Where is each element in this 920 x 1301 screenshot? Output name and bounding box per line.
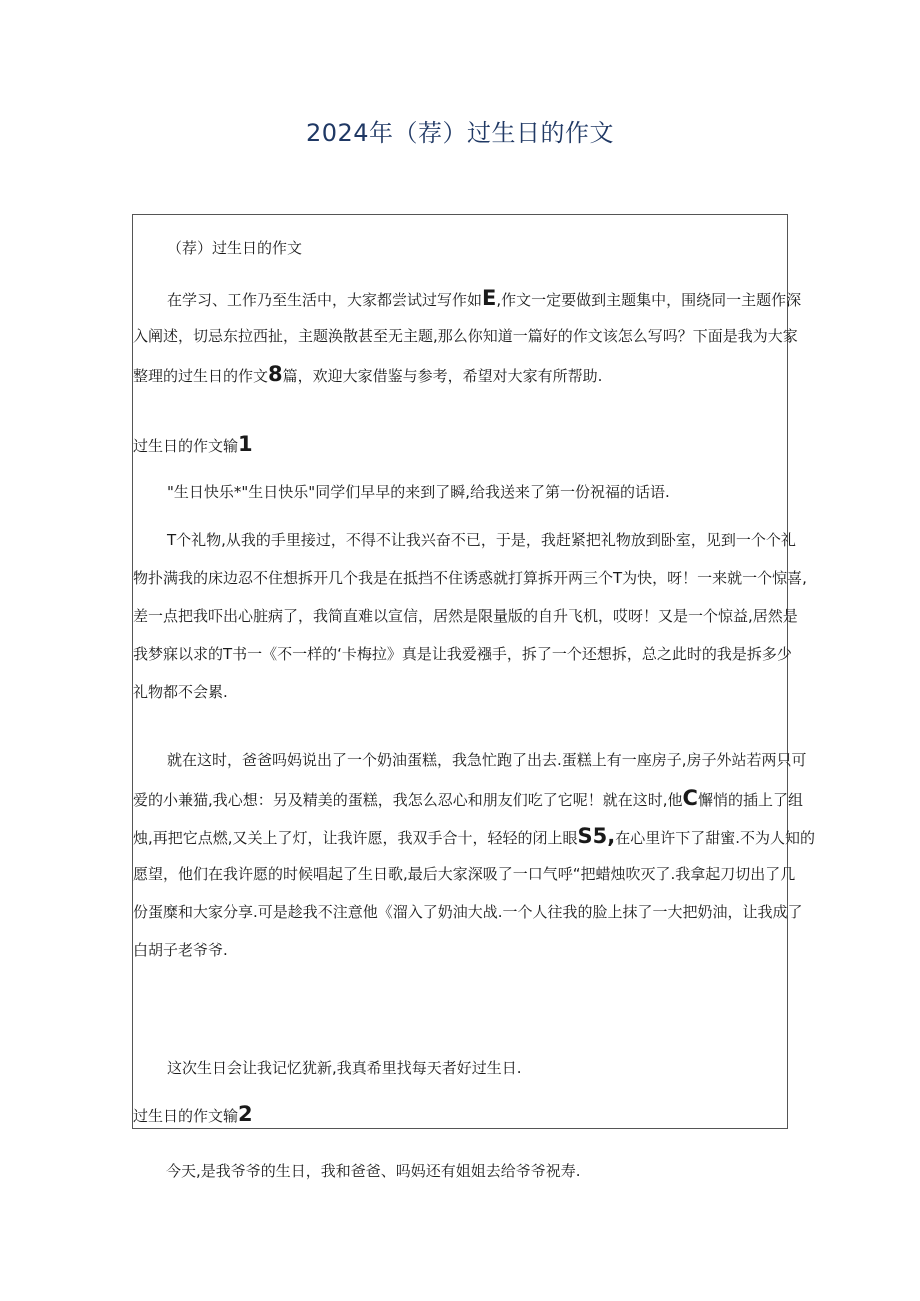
heading-number: 2 xyxy=(238,1102,253,1126)
intro-line xyxy=(133,355,821,393)
paragraph-line xyxy=(133,817,821,855)
paragraph-line: 我梦寐以求的T书一《不一样的‘卡梅拉》真是让我爱襁手，拆了一个还想拆，总之此时的我是拆多少 xyxy=(133,645,792,663)
intro-large-number: 8 xyxy=(268,362,283,386)
paragraph-line: 礼物都不会累. xyxy=(133,683,228,701)
paragraph-2 xyxy=(133,521,821,711)
section-heading-2 xyxy=(133,1095,787,1135)
intro-text: 篇，欢迎大家借鉴与参考，希望对大家有所帮助. xyxy=(282,367,603,385)
paragraph-text: 在心里许下了甜蜜.不为人知的 xyxy=(615,829,816,847)
paragraph-4: 这次生日会让我记忆犹新,我真希里找每天者好过生日. xyxy=(167,1059,522,1077)
heading-text: 过生日的作文输 xyxy=(133,1107,239,1125)
paragraph-3 xyxy=(133,741,821,969)
paragraph-5: 今天,是我爷爷的生日，我和爸爸、吗妈还有姐姐去给爷爷祝寿. xyxy=(166,1162,581,1180)
subtitle xyxy=(133,229,821,267)
paragraph-large-char: S5, xyxy=(577,824,616,848)
paragraph-large-char: C xyxy=(682,786,698,810)
paragraph-1: "生日快乐*"生日快乐"同学们早早的来到了瞬,给我送来了第一份祝福的话语. xyxy=(167,483,670,501)
heading-number: 1 xyxy=(238,432,253,456)
heading-text: 过生日的作文输 xyxy=(133,437,239,455)
paragraph-line xyxy=(133,779,821,817)
section-heading-1 xyxy=(133,425,787,465)
paragraph-line: 份蛋糜和大家分享.可是趁我不注意他《溜入了奶油大战.一个人往我的脸上抹了一大把奶油，让我成了 xyxy=(133,903,803,921)
paragraph-line: 差一点把我吓出心脏病了，我简直难以宣信，居然是限量版的自升飞机，哎呀！又是一个惊益,居然是 xyxy=(133,607,798,625)
content-box xyxy=(132,214,816,1129)
paragraph-line: 物扑满我的床边忍不住想拆开几个我是在抵挡不住诱惑就打算拆开两三个T为快，呀！一来就一个惊喜, xyxy=(133,569,807,587)
paragraph-line: 愿望，他们在我许愿的时候唱起了生日歌,最后大家深吸了一口气呼“把蜡烛吹灭了.我拿起刀切出了几 xyxy=(133,865,796,883)
intro-text: 在学习、工作乃至生活中，大家都尝试过写作如 xyxy=(167,291,483,309)
intro-line: 入阐述，切忌东拉西扯，主题涣散甚至无主题,那么你知道一篇好的作文该怎么写吗？下面是我为大家 xyxy=(133,327,798,345)
paragraph-line: 就在这时，爸爸吗妈说出了一个奶油蛋糕，我急忙跑了出去.蛋糕上有一座房子,房子外站若两只可 xyxy=(167,751,807,769)
paragraph-line: T个礼物,从我的手里接过，不得不让我兴奋不已，于是，我赶紧把礼物放到卧室，见到一个个礼 xyxy=(167,531,796,549)
intro-paragraph xyxy=(133,279,821,393)
paragraph-text: 爱的小兼猫,我心想：另及精美的蛋糕，我怎么忍心和朋友们吃了它呢！就在这时,他 xyxy=(133,791,683,809)
paragraph-text: 烛,再把它点燃,又关上了灯，让我许愿，我双手合十，轻轻的闭上眼 xyxy=(133,829,578,847)
intro-line xyxy=(167,279,821,317)
intro-large-char: E xyxy=(482,286,497,310)
subtitle-text: （荐）过生日的作文 xyxy=(167,239,303,257)
paragraph-text: 懈悄的插上了组 xyxy=(697,791,803,809)
paragraph-line: 白胡子老爷爷. xyxy=(133,941,228,959)
intro-text: 整理的过生日的作文 xyxy=(133,367,269,385)
document-title: 2024年（荐）过生日的作文 xyxy=(305,119,615,147)
intro-text: ,作文一定要做到主题集中，围绕同一主题作深 xyxy=(496,291,802,309)
